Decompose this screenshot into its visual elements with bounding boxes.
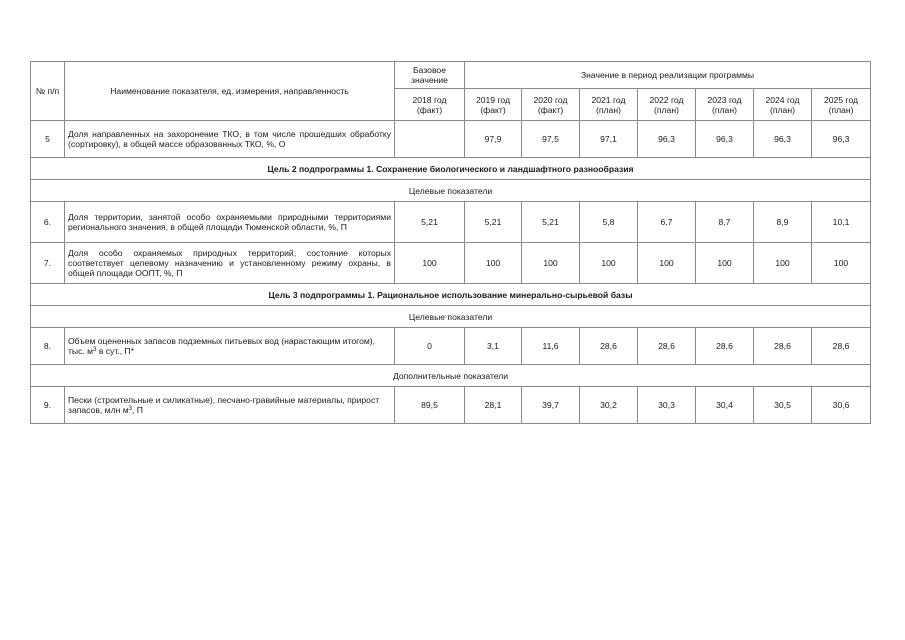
section-heading: Дополнительные показатели <box>31 365 871 387</box>
year-value-cell: 28,6 <box>696 328 754 365</box>
header-year-3 <box>580 89 638 121</box>
year-value-cell: 30,3 <box>638 387 696 424</box>
goal-heading: Цель 2 подпрограммы 1. Сохранение биологического и ландшафтного разнообразия <box>31 158 871 180</box>
table-row <box>31 243 871 284</box>
goal-row <box>31 158 871 180</box>
header-year-label: 2021 год <box>591 94 626 105</box>
header-year-5 <box>696 89 754 121</box>
header-year-status: (факт) <box>416 104 443 115</box>
section-heading: Целевые показатели <box>31 306 871 328</box>
year-value-cell: 28,6 <box>754 328 812 365</box>
header-year-label: 2025 год <box>824 94 859 105</box>
year-value-cell: 96,3 <box>812 121 871 158</box>
header-year-label: 2018 год <box>412 94 447 105</box>
year-value-cell: 30,4 <box>696 387 754 424</box>
section-row <box>31 365 871 387</box>
header-year-status: (план) <box>770 104 795 115</box>
header-year-1 <box>465 89 522 121</box>
indicator-name: Доля территории, занятой особо охраняемыми природными территориями регионального значения, в общей площади Тюменской области, %, П <box>65 202 395 243</box>
year-value-cell: 28,6 <box>812 328 871 365</box>
goal-heading: Цель 3 подпрограммы 1. Рациональное использование минерально-сырьевой базы <box>31 284 871 306</box>
year-value-cell: 6,7 <box>638 202 696 243</box>
indicator-name <box>65 328 395 365</box>
year-value-cell: 100 <box>812 243 871 284</box>
base-value-cell: 5,21 <box>395 202 465 243</box>
indicator-name-tail: , П <box>131 405 143 415</box>
header-year-status: (план) <box>712 104 737 115</box>
year-value-cell: 100 <box>465 243 522 284</box>
header-year-label: 2019 год <box>475 94 511 105</box>
indicator-unit-superscript: 3 <box>93 347 97 353</box>
table-row <box>31 121 871 158</box>
year-value-cell: 97,9 <box>465 121 522 158</box>
indicators-table <box>30 61 871 424</box>
row-number: 8. <box>31 328 65 365</box>
table-row <box>31 328 871 365</box>
year-value-cell: 28,6 <box>580 328 638 365</box>
header-year-4 <box>638 89 696 121</box>
row-number: 9. <box>31 387 65 424</box>
header-base-value: Базовое значение <box>395 62 465 89</box>
year-value-cell: 5,8 <box>580 202 638 243</box>
year-value-cell: 96,3 <box>754 121 812 158</box>
header-year-status: (план) <box>654 104 679 115</box>
row-number: 6. <box>31 202 65 243</box>
year-value-cell: 11,6 <box>522 328 580 365</box>
header-period: Значение в период реализации программы <box>465 62 871 89</box>
year-value-cell: 3,1 <box>465 328 522 365</box>
header-year-2 <box>522 89 580 121</box>
year-value-cell: 97,5 <box>522 121 580 158</box>
header-year-status: (план) <box>828 104 854 115</box>
header-year-0 <box>395 89 465 121</box>
header-year-status: (факт) <box>480 104 506 115</box>
goal-row <box>31 284 871 306</box>
table-row <box>31 202 871 243</box>
year-value-cell: 100 <box>522 243 580 284</box>
year-value-cell: 97,1 <box>580 121 638 158</box>
year-value-cell: 96,3 <box>638 121 696 158</box>
year-value-cell: 30,6 <box>812 387 871 424</box>
indicator-name-text: Объем оцененных запасов подземных питьевых вод (нарастающим итогом), тыс. м <box>68 336 376 356</box>
year-value-cell: 5,21 <box>465 202 522 243</box>
year-value-cell: 8,9 <box>754 202 812 243</box>
header-year-status: (факт) <box>537 104 564 115</box>
section-row <box>31 180 871 202</box>
row-number: 5 <box>31 121 65 158</box>
header-year-status: (план) <box>596 104 621 115</box>
year-value-cell: 28,1 <box>465 387 522 424</box>
header-year-label: 2020 год <box>533 94 568 105</box>
base-value-cell: 89,5 <box>395 387 465 424</box>
indicator-name-tail: в сут., П* <box>96 346 135 356</box>
row-number: 7. <box>31 243 65 284</box>
header-number: № п/п <box>31 62 65 121</box>
year-value-cell: 5,21 <box>522 202 580 243</box>
year-value-cell: 10,1 <box>812 202 871 243</box>
year-value-cell: 8,7 <box>696 202 754 243</box>
indicator-name: Доля направленных на захоронение ТКО, в том числе прошедших обработку (сортировку), в общей массе образованных ТКО, %, О <box>65 121 395 158</box>
indicator-unit-superscript: 3 <box>128 406 132 412</box>
header-year-6 <box>754 89 812 121</box>
indicator-name: Доля особо охраняемых природных территорий, состояние которых соответствует целевому назначению и установленному режиму охраны, в общей площади ООПТ, %, П <box>65 243 395 284</box>
year-value-cell: 39,7 <box>522 387 580 424</box>
year-value-cell: 100 <box>638 243 696 284</box>
header-indicator-name: Наименование показателя, ед. измерения, направленность <box>65 62 395 121</box>
header-year-7 <box>812 89 871 121</box>
indicator-name-text: Пески (строительные и силикатные), песчано-гравийные материалы, прирост запасов, млн м <box>68 395 380 415</box>
base-value-cell <box>395 121 465 158</box>
year-value-cell: 28,6 <box>638 328 696 365</box>
header-year-label: 2022 год <box>649 94 684 105</box>
section-heading: Целевые показатели <box>31 180 871 202</box>
header-year-label: 2023 год <box>707 94 742 105</box>
year-value-cell: 100 <box>754 243 812 284</box>
section-row <box>31 306 871 328</box>
year-value-cell: 100 <box>696 243 754 284</box>
year-value-cell: 100 <box>580 243 638 284</box>
table-row <box>31 387 871 424</box>
indicator-name <box>65 387 395 424</box>
base-value-cell: 100 <box>395 243 465 284</box>
base-value-cell: 0 <box>395 328 465 365</box>
header-year-label: 2024 год <box>765 94 800 105</box>
year-value-cell: 96,3 <box>696 121 754 158</box>
year-value-cell: 30,5 <box>754 387 812 424</box>
year-value-cell: 30,2 <box>580 387 638 424</box>
